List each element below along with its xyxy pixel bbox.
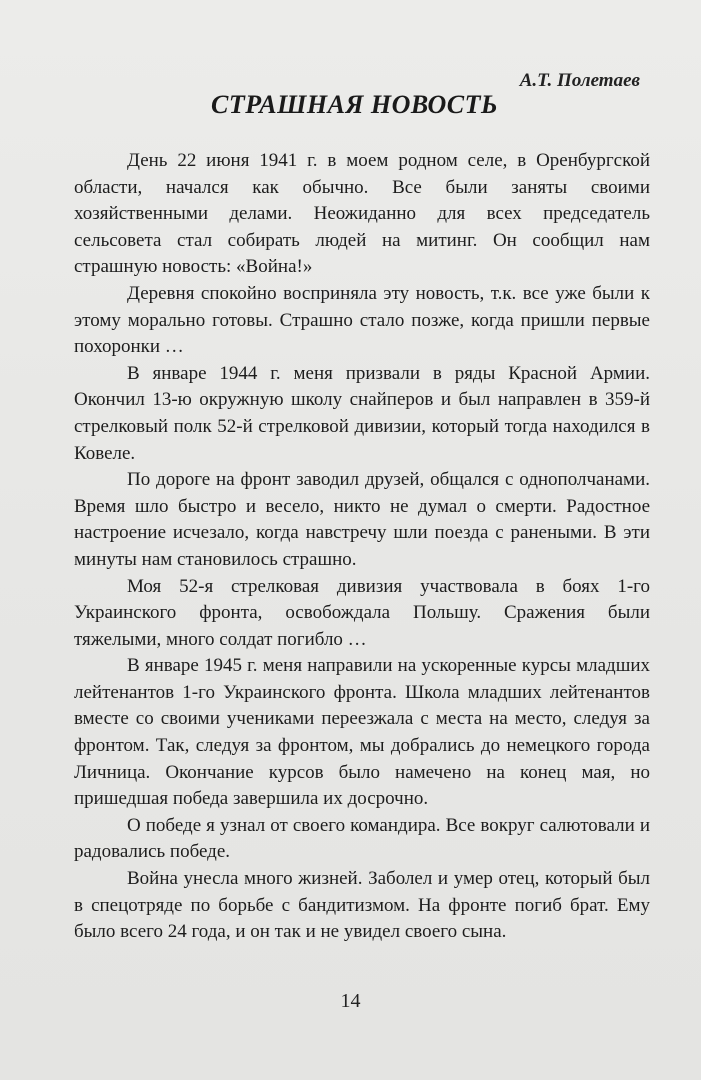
page-number: 14 <box>340 990 361 1012</box>
paragraph: В январе 1944 г. меня призвали в ряды Красной Армии. Окончил 13-ю окружную школу снайперов и был направлен в 359-й стрелковый полк 52-й стрелковой дивизии, который тогда находился в Ковеле. <box>74 362 650 464</box>
paragraph: Моя 52-я стрелковая дивизия участвовала в боях 1-го Украинского фронта, освобождала Польшу. Сражения были тяжелыми, много солдат погибло … <box>74 575 650 650</box>
page-title: СТРАШНАЯ НОВОСТЬ <box>210 90 499 119</box>
paragraph: В январе 1945 г. меня направили на ускоренные курсы младших лейтенантов 1-го Украинского фронта. Школа младших лейтенантов вместе со своими учениками переезжала с места на место, следуя за фронтом. Так, следуя за фронтом, мы добрались до немецкого города Личница. Окончание курсов было намечено на конец мая, но пришедшая победа завершила их досрочно. <box>74 655 650 810</box>
paragraph: Война унесла много жизней. Заболел и умер отец, который был в спецотряде по борьбе с бандитизмом. На фронте погиб брат. Ему было всего 24 года, и он так и не увидел своего сына. <box>74 868 650 943</box>
paragraph: Деревня спокойно восприняла эту новость, т.к. все уже были к этому морально готовы. Страшно стало позже, когда пришли первые похоронки … <box>74 282 650 358</box>
paragraph: День 22 июня 1941 г. в моем родном селе, в Оренбургской области, начался как обычно. Все были заняты своими хозяйственными делами. Неожиданно для всех председатель сельсовета стал собирать людей на митинг. Он сообщил нам страшную новость: «Война!» <box>74 150 650 278</box>
article-body <box>74 148 650 946</box>
paragraph: О победе я узнал от своего командира. Все вокруг салютовали и радовались победе. <box>74 814 650 863</box>
paragraph: По дороге на фронт заводил друзей, общался с однополчанами. Время шло быстро и весело, никто не думал о смерти. Радостное настроение исчезало, когда навстречу шли поезда с ранеными. В эти минуты нам становилось страшно. <box>74 469 650 570</box>
author-name: А.Т. Полетаев <box>519 70 640 91</box>
